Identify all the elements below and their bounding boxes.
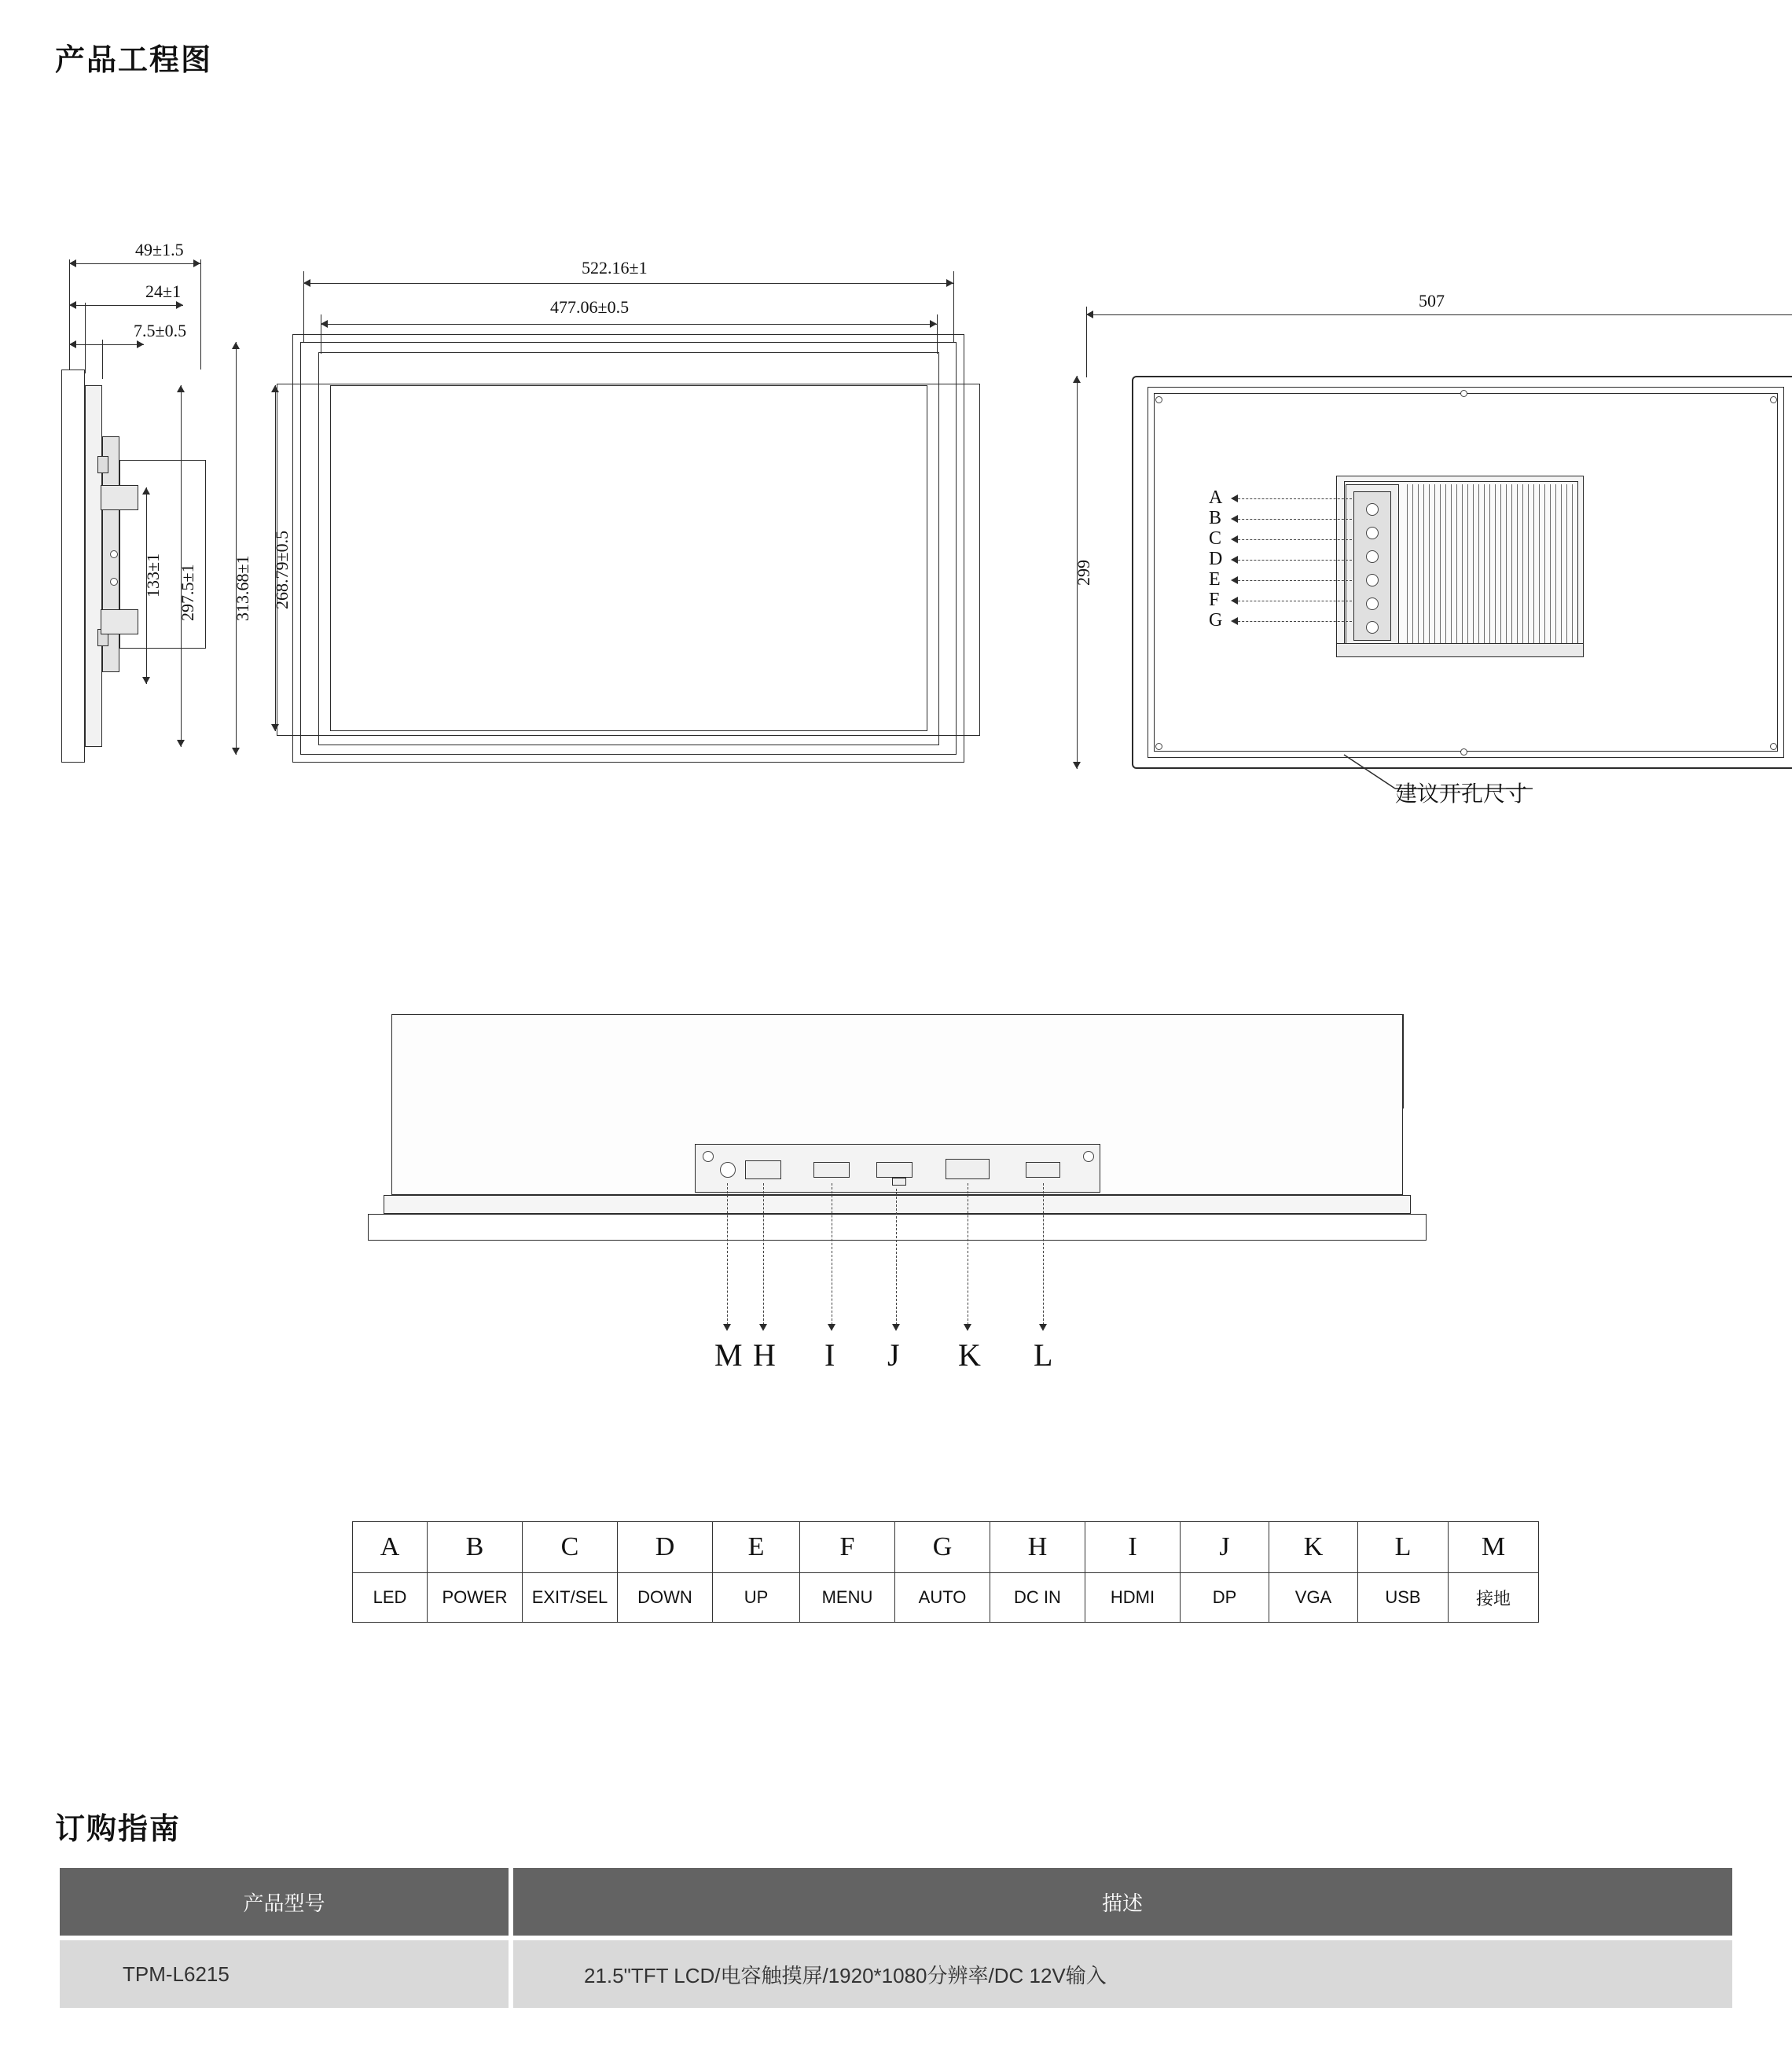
legend-name: VGA: [1269, 1573, 1358, 1623]
dim-side-front-depth: 7.5±0.5: [134, 321, 187, 340]
rear-marker-c: C: [1209, 528, 1222, 549]
page-title-ordering: 订购指南: [55, 1813, 182, 1846]
legend-letter: L: [1358, 1522, 1449, 1573]
legend-letter: M: [1449, 1522, 1539, 1573]
legend-letter: B: [428, 1522, 523, 1573]
legend-name: EXIT/SEL: [523, 1573, 618, 1623]
bottom-marker-i: I: [824, 1337, 835, 1373]
ordering-cell-description: 21.5"TFT LCD/电容触摸屏/1920*1080分辨率/DC 12V输入: [513, 1940, 1732, 2008]
dim-side-mid-depth: 24±1: [145, 281, 182, 301]
dim-rear-width: 507: [1419, 291, 1445, 311]
legend-name: UP: [713, 1573, 800, 1623]
legend-names-row: [353, 1573, 1539, 1623]
hdmi-connector: [813, 1162, 850, 1178]
legend-name: LED: [353, 1573, 428, 1623]
bottom-marker-k: K: [958, 1337, 981, 1373]
legend-name: USB: [1358, 1573, 1449, 1623]
dim-rear-height: 299: [1074, 560, 1093, 586]
rear-marker-a: A: [1209, 487, 1223, 508]
rear-marker-d: D: [1209, 549, 1223, 569]
legend-letter: E: [713, 1522, 800, 1573]
dim-front-inner-height: 268.79±0.5: [272, 530, 292, 609]
dp-connector: [876, 1162, 913, 1178]
rear-marker-e: E: [1209, 569, 1221, 590]
ordering-header-description: 描述: [513, 1868, 1732, 1936]
ordering-guide-table: [55, 1863, 1737, 2013]
legend-letter: I: [1085, 1522, 1181, 1573]
legend-name: AUTO: [895, 1573, 990, 1623]
legend-name: 接地: [1449, 1573, 1539, 1623]
dim-front-inner-width: 477.06±0.5: [550, 297, 630, 317]
usb-connector: [1026, 1162, 1060, 1178]
legend-name: DP: [1181, 1573, 1269, 1623]
legend-name: POWER: [428, 1573, 523, 1623]
page-title-engineering: 产品工程图: [55, 44, 213, 77]
legend-name: MENU: [800, 1573, 895, 1623]
dim-side-outer-height: 297.5±1: [178, 564, 197, 621]
ordering-header-model: 产品型号: [60, 1868, 509, 1936]
rear-cutout-callout: 建议开孔尺寸: [1395, 781, 1528, 806]
dim-front-outer-width: 522.16±1: [582, 258, 648, 278]
ground-screw: [720, 1162, 736, 1178]
rear-marker-g: G: [1209, 610, 1223, 631]
legend-name: HDMI: [1085, 1573, 1181, 1623]
dim-side-inner-height: 133±1: [143, 553, 163, 597]
legend-letter: K: [1269, 1522, 1358, 1573]
legend-letter: J: [1181, 1522, 1269, 1573]
ordering-cell-model: TPM-L6215: [60, 1940, 509, 2008]
legend-letter: G: [895, 1522, 990, 1573]
legend-letter: F: [800, 1522, 895, 1573]
vga-connector: [946, 1159, 990, 1179]
legend-letter: D: [618, 1522, 713, 1573]
dc-in-connector: [745, 1160, 781, 1179]
legend-letter: A: [353, 1522, 428, 1573]
legend-table: [352, 1521, 1539, 1623]
legend-name: DC IN: [990, 1573, 1085, 1623]
legend-letter: H: [990, 1522, 1085, 1573]
legend-letters-row: [353, 1522, 1539, 1573]
dim-side-total-depth: 49±1.5: [135, 240, 184, 259]
table-row: [60, 1940, 1732, 2008]
bottom-marker-j: J: [887, 1337, 900, 1373]
bottom-marker-l: L: [1034, 1337, 1053, 1373]
bottom-marker-m: M: [714, 1337, 743, 1373]
rear-marker-f: F: [1209, 590, 1220, 610]
ordering-header-row: [60, 1868, 1732, 1936]
legend-name: DOWN: [618, 1573, 713, 1623]
dim-front-outer-height: 313.68±1: [233, 555, 252, 621]
legend-letter: C: [523, 1522, 618, 1573]
bottom-marker-h: H: [753, 1337, 776, 1373]
rear-marker-b: B: [1209, 508, 1222, 528]
